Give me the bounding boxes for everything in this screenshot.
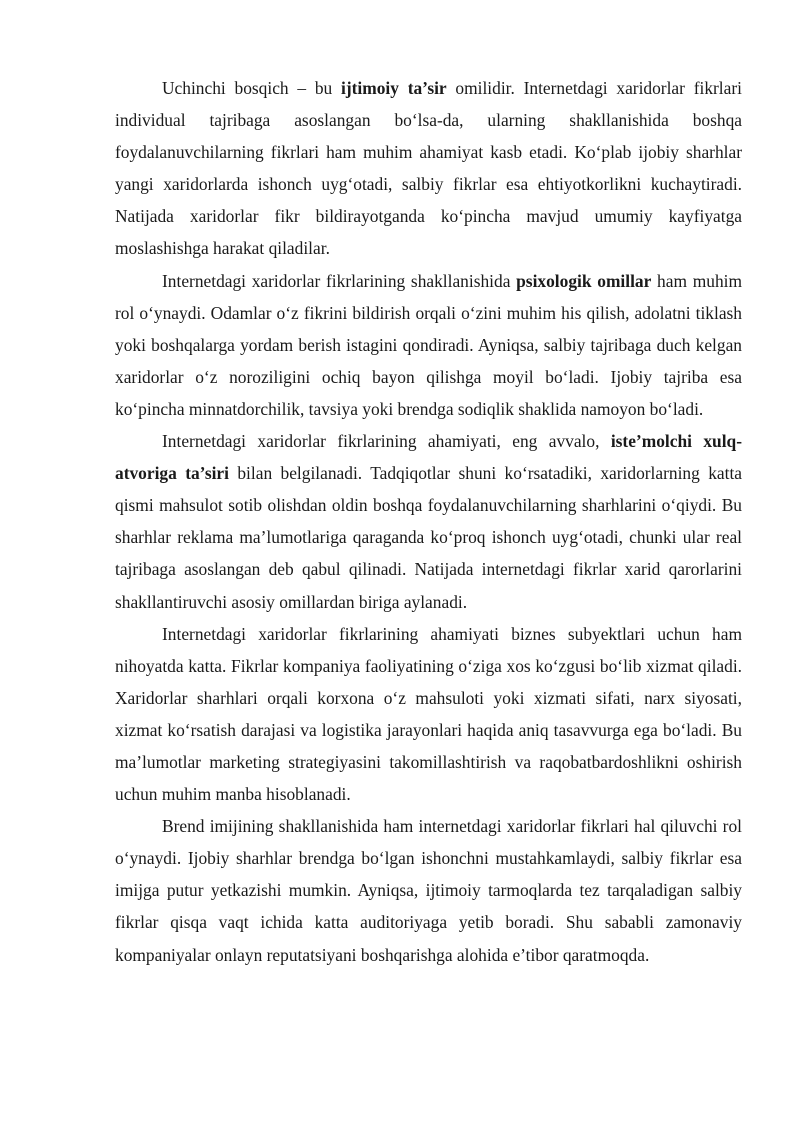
bold-term-social-influence: ijtimoiy ta’sir — [340, 78, 447, 98]
paragraph-business-importance — [115, 618, 742, 811]
paragraph-social-influence — [115, 72, 742, 265]
paragraph-text: omilidir. Internetdagi xaridorlar fikrlari individual tajribaga asoslangan bo‘lsa-da, ularning shakllanishida boshqa foydalanuvchilarning fikrlari ham muhim ahamiyat kasb etadi. Ko‘plab ijobiy sharhlar yangi xaridorlarda ishonch uyg‘otadi, salbiy fikrlar esa ehtiyotkorlikni kuchaytiradi. Natijada xaridorlar fikr bildirayotganda ko‘pincha mavjud umumiy kayfiyatga moslashishga harakat qiladilar. — [115, 78, 742, 259]
paragraph-text: Internetdagi xaridorlar fikrlarining shakllanishida — [162, 270, 517, 291]
bold-term-psychological-factors: psixologik omillar — [516, 270, 652, 291]
paragraph-text: Brend imijining shakllanishida ham internetdagi xaridorlar fikrlari hal qiluvchi rol o‘ynaydi. Ijobiy sharhlar brendga bo‘lgan ishonchni mustahkamlaydi, salbiy fikrlar esa imijga putur yetkazishi mumkin. Ayniqsa, ijtimoiy tarmoqlarda tez tarqaladigan salbiy fikrlar qisqa vaqt ichida katta auditoriyaga yetib boradi. Shu sababli zamonaviy kompaniyalar onlayn reputatsiyani boshqarishga alohida e’tibor qaratmoqda. — [115, 816, 742, 965]
paragraph-text: ham muhim rol o‘ynaydi. Odamlar o‘z fikrini bildirish orqali o‘zini muhim his qilish, adolatni tiklash yoki boshqalarga yordam berish istagini qondiradi. Ayniqsa, salbiy tajribaga duch kelgan xaridorlar o‘z noroziligini ochiq bayon qilishga moyil bo‘ladi. Ijobiy tajriba esa ko‘pincha minnatdorchilik, tavsiya yoki brendga sodiqlik shaklida namoyon bo‘ladi. — [115, 270, 742, 419]
paragraph-text: Internetdagi xaridorlar fikrlarining ahamiyati biznes subyektlari uchun ham nihoyatda katta. Fikrlar kompaniya faoliyatining o‘ziga xos ko‘zgusi bo‘lib xizmat qiladi. Xaridorlar sharhlari orqali korxona o‘z mahsuloti yoki xizmati sifati, narx siyosati, xizmat ko‘rsatish darajasi va logistika jarayonlari haqida aniq tasavvurga ega bo‘ladi. Bu ma’lumotlar marketing strategiyasini takomillashtirish va raqobatbardoshlikni oshirish uchun muhim manba hisoblanadi. — [115, 623, 742, 805]
paragraph-psychological-factors — [115, 265, 742, 425]
document-page — [115, 72, 742, 971]
paragraph-text: Uchinchi bosqich – bu — [162, 78, 341, 98]
paragraph-text: bilan belgilanadi. Tadqiqotlar shuni ko‘rsatadiki, xaridorlarning katta qismi mahsulot sotib olishdan oldin boshqa foydalanuvchilarning sharhlarini o‘qiydi. Bu sharhlar reklama ma’lumotlariga qaraganda ko‘proq ishonch uyg‘otadi, chunki ular real tajribaga asoslangan deb qabul qilinadi. Natijada internetdagi fikrlar xarid qarorlarini shakllantiruvchi asosiy omillardan biriga aylanadi. — [115, 463, 742, 612]
paragraph-consumer-behavior — [115, 425, 742, 618]
paragraph-brand-image — [115, 810, 742, 970]
paragraph-text: Internetdagi xaridorlar fikrlarining ahamiyati, eng avvalo, — [162, 431, 611, 452]
bold-term-consumer-behavior: iste’molchi xulq-atvoriga ta’siri — [115, 431, 742, 484]
